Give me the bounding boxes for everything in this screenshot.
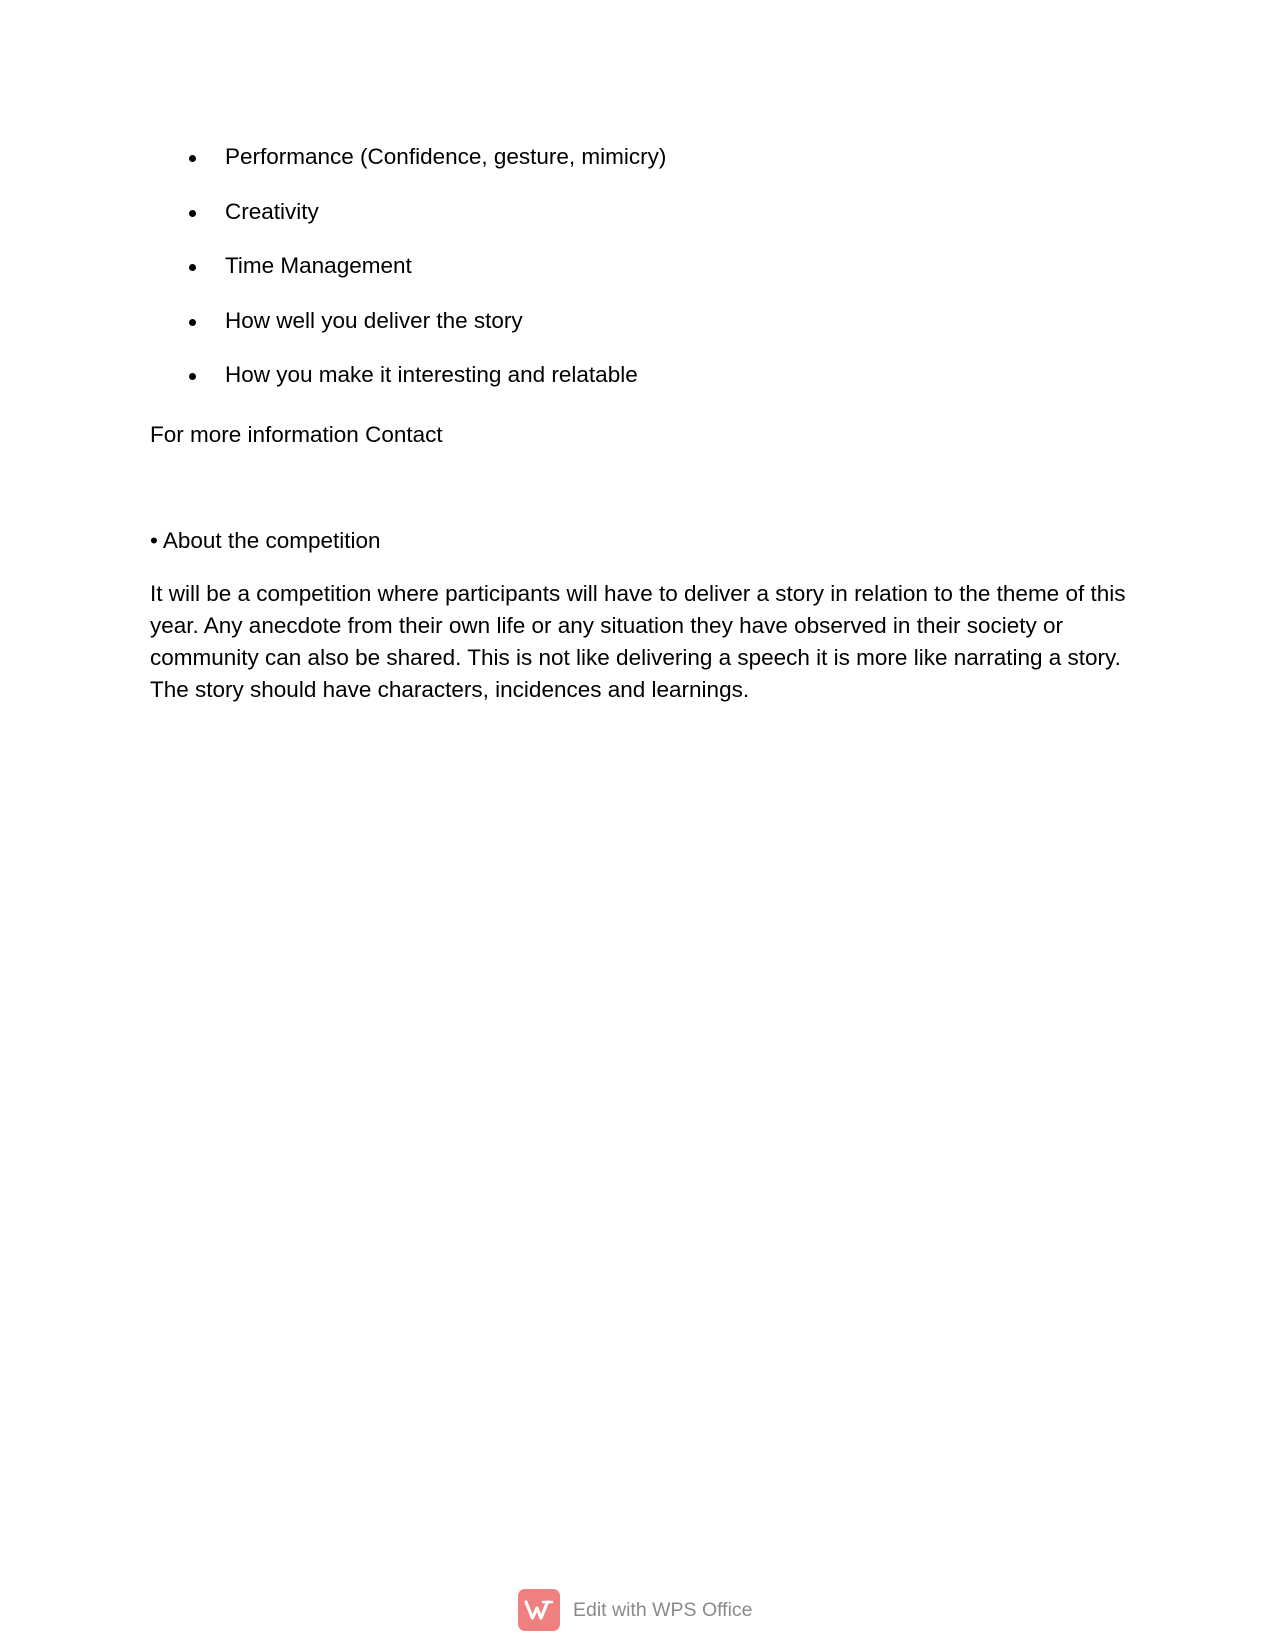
about-paragraph: It will be a competition where participants will have to deliver a story in relation to the theme of this year. Any anecdote from their own life or any situation they have observed in their society or community can also be shared. This is not like delivering a speech it is more like narrating a story. The story should have characters, incidences and learnings. <box>150 581 1126 702</box>
list-item <box>150 306 1150 361</box>
list-item <box>150 251 1150 306</box>
wps-w-glyph-icon <box>524 1599 554 1621</box>
criteria-list <box>150 142 1150 415</box>
wps-office-logo-icon[interactable] <box>518 1589 560 1631</box>
bullet-icon <box>189 319 196 326</box>
edit-with-wps-footer[interactable] <box>518 1589 753 1631</box>
list-item-text: Performance (Confidence, gesture, mimicry) <box>225 144 667 169</box>
list-item <box>150 142 1150 197</box>
bullet-icon <box>189 264 196 271</box>
list-item-text: Time Management <box>225 253 412 278</box>
edit-with-wps-link[interactable]: Edit with WPS Office <box>573 1598 753 1621</box>
bullet-icon <box>189 373 196 380</box>
list-item-text: How you make it interesting and relatable <box>225 362 638 387</box>
bullet-icon <box>189 210 196 217</box>
list-item-text: How well you deliver the story <box>225 307 523 333</box>
list-item <box>150 360 1150 415</box>
list-item <box>150 197 1150 252</box>
list-item-text: Creativity <box>225 198 319 224</box>
contact-line: For more information Contact <box>150 422 443 447</box>
bullet-icon <box>189 155 196 162</box>
about-heading: • About the competition <box>150 528 381 553</box>
